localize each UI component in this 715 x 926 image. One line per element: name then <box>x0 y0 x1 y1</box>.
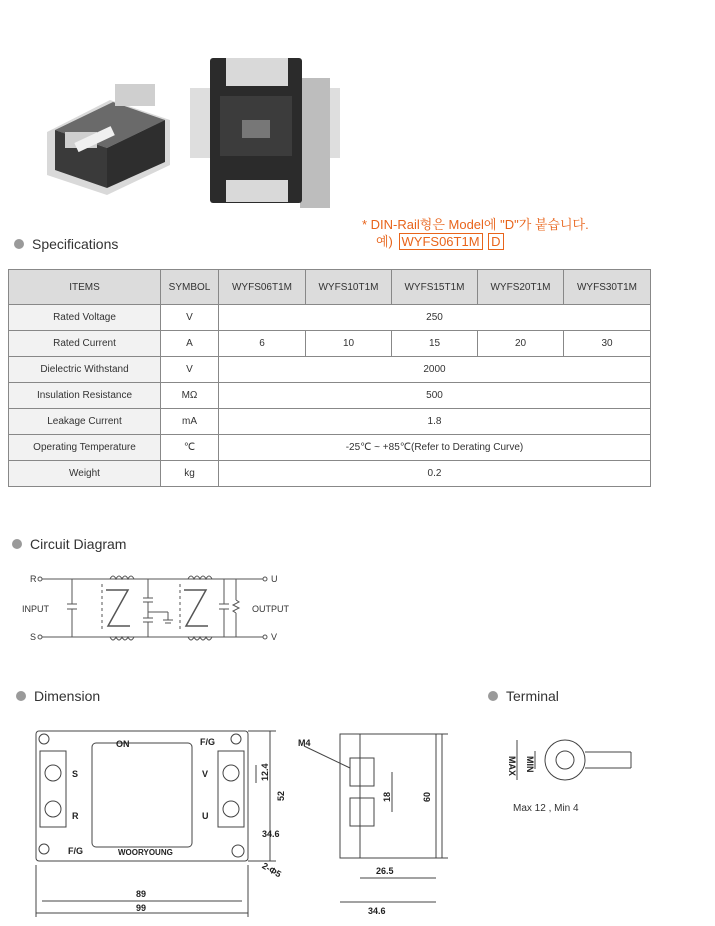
circuit-label-input: INPUT <box>22 604 49 614</box>
din-rail-note-text: * DIN-Rail형은 Model에 "D"가 붙습니다. <box>362 217 589 232</box>
row-value: -25℃ ~ +85℃(Refer to Derating Curve) <box>219 435 651 461</box>
dim-label-fg-bottom: F/G <box>68 846 83 856</box>
bullet-icon <box>16 691 26 701</box>
header-model: WYFS06T1M <box>219 270 306 305</box>
example-prefix: 예) <box>376 234 393 249</box>
terminal-title: Terminal <box>506 688 559 704</box>
dim-brand: WOORYOUNG <box>118 848 173 857</box>
dim-label-fg-top: F/G <box>200 737 215 747</box>
table-row <box>9 435 651 461</box>
dimension-front-view <box>28 725 298 920</box>
row-item: Insulation Resistance <box>9 383 161 409</box>
dim-label-v: V <box>202 769 209 779</box>
dim-26-5: 26.5 <box>376 866 394 876</box>
product-photo-din-rail <box>190 48 340 213</box>
circuit-label-v: V <box>271 632 278 642</box>
specifications-title: Specifications <box>32 236 119 252</box>
dim-89: 89 <box>136 889 147 899</box>
row-value: 250 <box>219 305 651 331</box>
din-rail-note-example <box>362 233 589 250</box>
dim-18: 18 <box>382 791 392 802</box>
table-row <box>9 461 651 487</box>
din-rail-note <box>362 216 589 250</box>
terminal-caption: Max 12 , Min 4 <box>513 803 579 814</box>
table-row <box>9 409 651 435</box>
row-value: 2000 <box>219 357 651 383</box>
table-header-row <box>9 270 651 305</box>
row-symbol: kg <box>161 461 219 487</box>
dim-34-6-side: 34.6 <box>262 829 280 839</box>
row-value: 0.2 <box>219 461 651 487</box>
circuit-label-r: R <box>30 574 37 584</box>
dim-34-6-bottom: 34.6 <box>368 906 386 916</box>
row-item: Weight <box>9 461 161 487</box>
example-suffix: D <box>488 233 503 250</box>
table-row <box>9 305 651 331</box>
dimension-title: Dimension <box>34 688 101 704</box>
dim-99: 99 <box>136 903 147 913</box>
dim-label-s: S <box>72 769 79 779</box>
specifications-table <box>8 269 651 487</box>
example-model: WYFS06T1M <box>399 233 483 250</box>
product-photo-panel-mount <box>35 70 185 195</box>
row-item: Leakage Current <box>9 409 161 435</box>
row-item: Operating Temperature <box>9 435 161 461</box>
dim-m4: M4 <box>298 738 311 748</box>
row-value: 500 <box>219 383 651 409</box>
table-row <box>9 383 651 409</box>
dim-label-u: U <box>202 811 209 821</box>
table-row <box>9 331 651 357</box>
row-value: 20 <box>478 331 564 357</box>
row-symbol: V <box>161 305 219 331</box>
header-symbol: SYMBOL <box>161 270 219 305</box>
terminal-max: MAX <box>507 756 517 776</box>
table-row <box>9 357 651 383</box>
circuit-diagram <box>20 568 310 648</box>
dimension-heading <box>16 688 100 704</box>
row-value: 1.8 <box>219 409 651 435</box>
row-symbol: A <box>161 331 219 357</box>
circuit-label-u: U <box>271 574 278 584</box>
row-value: 30 <box>564 331 651 357</box>
bullet-icon <box>12 539 22 549</box>
row-value: 10 <box>306 331 392 357</box>
row-symbol: mA <box>161 409 219 435</box>
row-symbol: MΩ <box>161 383 219 409</box>
row-item: Dielectric Withstand <box>9 357 161 383</box>
row-symbol: V <box>161 357 219 383</box>
circuit-diagram-heading <box>12 536 126 552</box>
row-item: Rated Voltage <box>9 305 161 331</box>
dimension-side-view <box>296 728 456 918</box>
header-model: WYFS10T1M <box>306 270 392 305</box>
bullet-icon <box>488 691 498 701</box>
terminal-heading <box>488 688 559 704</box>
row-value: 6 <box>219 331 306 357</box>
dim-12-4: 12.4 <box>260 763 270 781</box>
circuit-label-s: S <box>30 632 37 642</box>
header-model: WYFS20T1M <box>478 270 564 305</box>
dim-holes: 2-Φ5 <box>260 860 284 880</box>
row-value: 15 <box>392 331 478 357</box>
dim-60: 60 <box>422 791 432 802</box>
dim-52: 52 <box>276 790 286 801</box>
terminal-drawing <box>505 730 645 790</box>
circuit-label-output: OUTPUT <box>252 604 289 614</box>
header-items: ITEMS <box>9 270 161 305</box>
header-model: WYFS15T1M <box>392 270 478 305</box>
circuit-diagram-title: Circuit Diagram <box>30 536 127 552</box>
dim-label-r: R <box>72 811 79 821</box>
dim-label-on: ON <box>116 739 130 749</box>
row-item: Rated Current <box>9 331 161 357</box>
terminal-min: MIN <box>525 756 535 773</box>
row-symbol: ℃ <box>161 435 219 461</box>
specifications-heading <box>14 236 118 252</box>
bullet-icon <box>14 239 24 249</box>
header-model: WYFS30T1M <box>564 270 651 305</box>
